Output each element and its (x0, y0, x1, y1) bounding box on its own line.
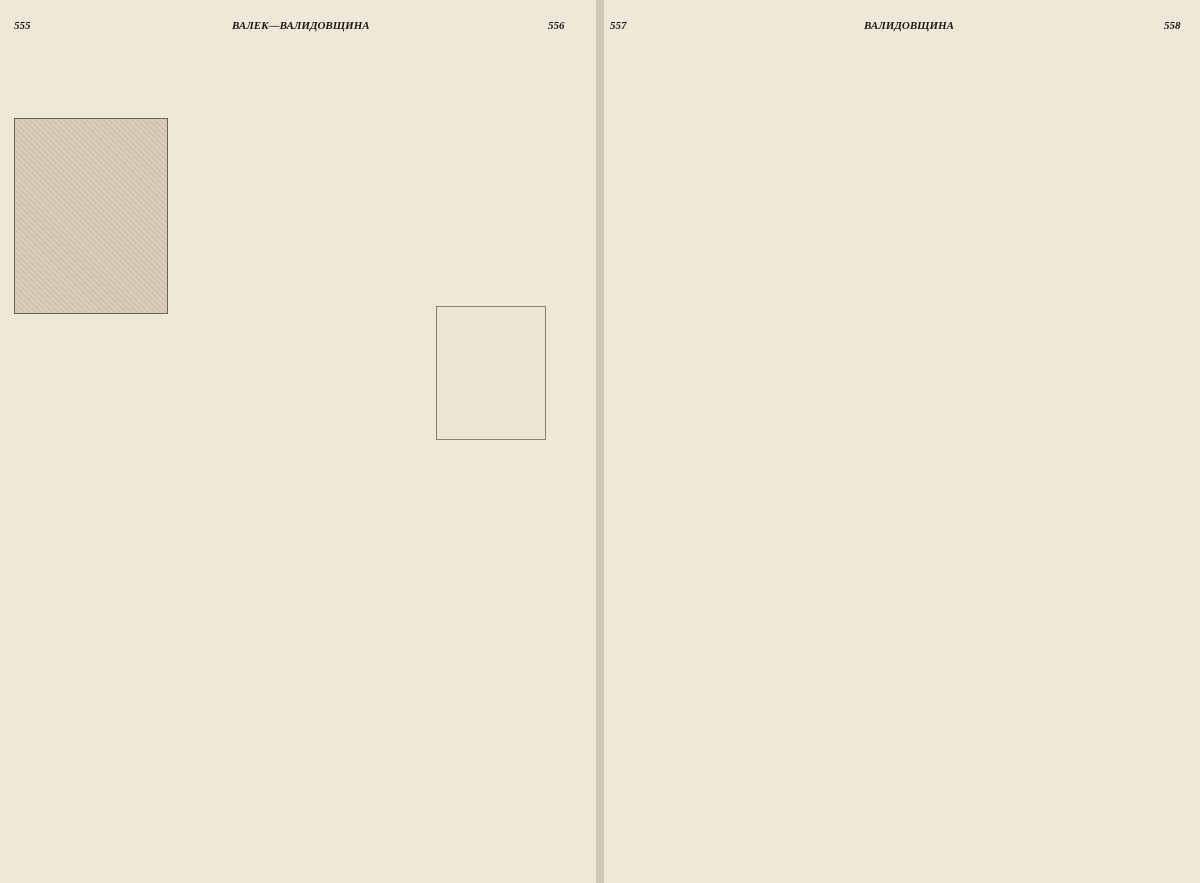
right-page (604, 0, 1200, 883)
running-head: ВАЛЕК—ВАЛИДОВЩИНА (232, 20, 370, 32)
left-page (0, 0, 596, 883)
page-number: 557 (610, 20, 627, 32)
gutter (596, 0, 604, 883)
page-number: 558 (1164, 20, 1181, 32)
portrait-image (14, 118, 168, 314)
page-number: 556 (548, 20, 565, 32)
page-number: 555 (14, 20, 31, 32)
plant-illustration (436, 306, 546, 440)
running-head: ВАЛИДОВЩИНА (864, 20, 954, 32)
